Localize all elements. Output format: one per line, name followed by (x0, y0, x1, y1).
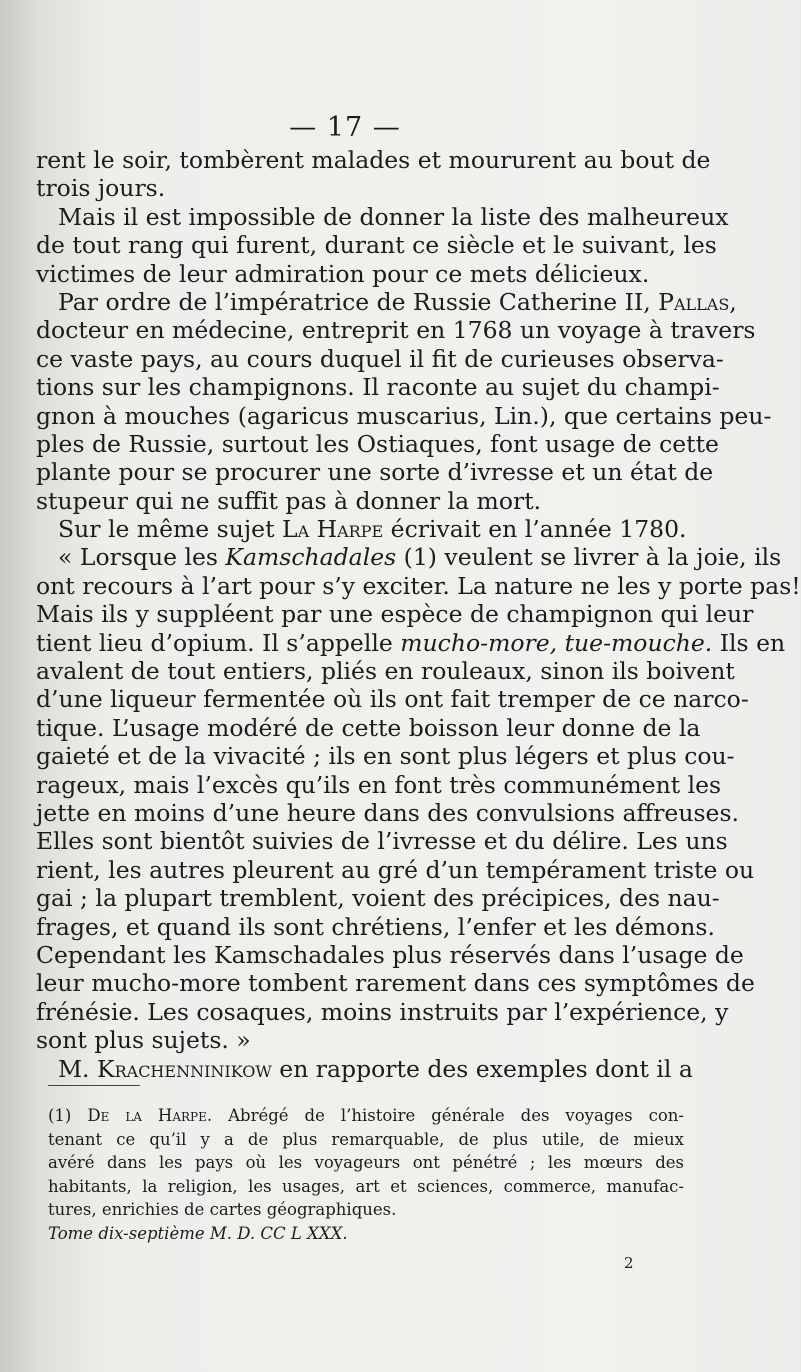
text-line: ples de Russie, surtout les Ostiaques, font usage de cette (36, 429, 719, 458)
text-segment: Ils en (719, 628, 786, 657)
text-line: Cependant les Kamschadales plus réservés dans l’usage de (36, 940, 744, 969)
footnote-line: Tome dix-septième M. D. CC L XXX. (48, 1223, 348, 1243)
text-line: frénésie. Les cosaques, moins instruits par l’expérience, y (36, 997, 729, 1026)
text-line: jette en moins d’une heure dans des convulsions affreuses. (36, 798, 739, 827)
text-line: de tout rang qui furent, durant ce siècle et le suivant, les (36, 231, 717, 260)
text-segment: (1) veulent se livrer à la joie, ils (403, 543, 782, 572)
text-line: gnon à mouches (agaricus muscarius, Lin.), que certains peu- (36, 401, 772, 430)
text-line: avalent de tout entiers, pliés en rouleaux, sinon ils boivent (36, 657, 735, 686)
text-line: docteur en médecine, entreprit en 1768 un voyage à travers (36, 316, 756, 345)
author-name-pallas: Pallas, (658, 287, 737, 316)
text-line: tions sur les champignons. Il raconte au sujet du champi- (36, 373, 720, 402)
text-segment: écrivait en l’année 1780. (390, 515, 687, 544)
footnote (48, 1104, 684, 1246)
text-line: rient, les autres pleurent au gré d’un tempérament triste ou (36, 855, 755, 884)
signature-mark: 2 (624, 1254, 634, 1272)
page-number: — 17 — (289, 112, 401, 143)
text-line: trois jours. (36, 174, 166, 203)
text-segment: « Lorsque les (58, 543, 218, 572)
text-line: Mais ils y suppléent par une espèce de champignon qui leur (36, 600, 754, 629)
text-line: d’une liqueur fermentée où ils ont fait tremper de ce narco- (36, 685, 749, 714)
text-line: tique. L’usage modéré de cette boisson leur donne de la (36, 713, 701, 742)
italic-term: Kamschadales (225, 543, 397, 572)
text-line: victimes de leur admiration pour ce mets délicieux. (36, 259, 650, 288)
text-line: gai ; la plupart tremblent, voient des précipices, des nau- (36, 884, 720, 913)
footnote-line: tenant ce qu’il y a de plus remarquable, de plus utile, de mieux (48, 1129, 684, 1149)
text-line: stupeur qui ne suffit pas à donner la mort. (36, 486, 542, 515)
text-line: rent le soir, tombèrent malades et moururent au bout de (36, 146, 711, 174)
author-name-la-harpe: La Harpe (282, 515, 384, 544)
text-segment: M. (58, 1054, 90, 1083)
author-name-krachenninikow: Krachenninikow (97, 1054, 272, 1083)
footnote-line: habitants, la religion, les usages, art et sciences, commerce, manufac- (48, 1176, 684, 1196)
text-line: frages, et quand ils sont chrétiens, l’enfer et les démons. (36, 912, 715, 941)
text-line: ont recours à l’art pour s’y exciter. La nature ne les y porte pas! (36, 571, 801, 600)
footnote-line: avéré dans les pays où les voyageurs ont pénétré ; les mœurs des (48, 1153, 684, 1173)
text-line: leur mucho-more tombent rarement dans ces symptômes de (36, 969, 755, 998)
text-line: ce vaste pays, au cours duquel il fit de curieuses observa- (36, 344, 724, 373)
footnote-line: tures, enrichies de cartes géographiques. (48, 1200, 397, 1220)
text-line: rageux, mais l’excès qu’ils en font très communément les (36, 770, 722, 799)
text-segment: tient lieu d’opium. Il s’appelle (36, 628, 393, 657)
body-text (36, 146, 801, 1083)
text-line (36, 1054, 693, 1083)
text-line: gaieté et de la vivacité ; ils en sont plus légers et plus cou- (36, 742, 735, 771)
text-line: sont plus sujets. » (36, 1026, 251, 1055)
footnote-author: De la Harpe. (87, 1106, 213, 1125)
footnote-rule (48, 1085, 140, 1086)
text-segment: Par ordre de l’impératrice de Russie Catherine II, (58, 287, 651, 316)
text-segment: Abrégé de l’histoire générale des voyages con- (228, 1106, 684, 1125)
text-line (36, 543, 782, 572)
footnote-marker: (1) (48, 1106, 72, 1125)
italic-term: mucho-more, tue-mouche. (400, 628, 713, 657)
text-line: Elles sont bientôt suivies de l’ivresse et du délire. Les uns (36, 827, 728, 856)
text-line (36, 287, 737, 316)
footnote-line (48, 1104, 684, 1128)
text-line: plante pour se procurer une sorte d’ivresse et un état de (36, 458, 714, 487)
text-segment: Sur le même sujet (58, 515, 275, 544)
text-segment: en rapporte des exemples dont il a (279, 1054, 693, 1083)
text-line (36, 628, 786, 657)
text-line (36, 515, 687, 544)
text-line: Mais il est impossible de donner la liste des malheureux (58, 202, 729, 231)
